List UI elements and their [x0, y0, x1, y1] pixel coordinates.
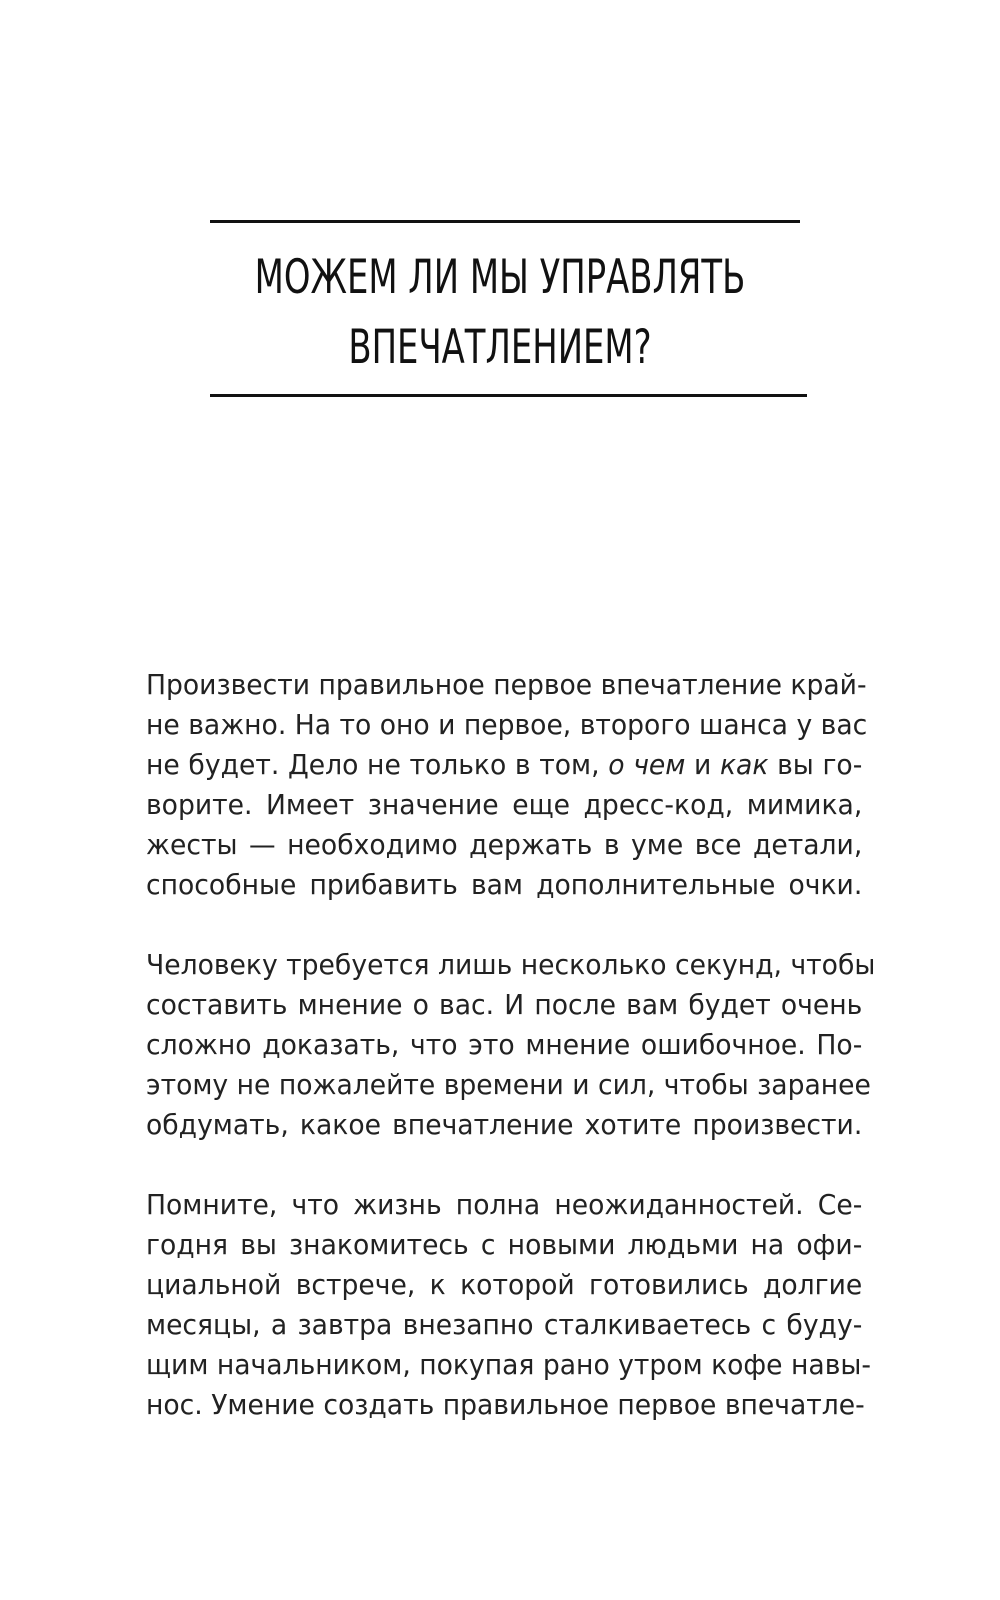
paragraph-2 [146, 945, 876, 1145]
text-line: жесты — необходимо держать в уме все детали, [146, 828, 863, 861]
text-line: составить мнение о вас. И после вам будет очень [146, 988, 863, 1021]
heading-rule-top [210, 220, 800, 223]
text-line: месяцы, а завтра внезапно сталкиваетесь с буду- [146, 1308, 863, 1341]
emphasis-text: о чем [608, 748, 686, 781]
text-line: Произвести правильное первое впечатление край- [146, 668, 867, 701]
text-line: Человеку требуется лишь несколько секунд, чтобы [146, 948, 876, 981]
emphasis-text: как [719, 748, 769, 781]
text-line: способные прибавить вам дополнительные очки. [146, 868, 863, 901]
text-line: Помните, что жизнь полна неожиданностей. Се- [146, 1188, 863, 1221]
body-text [146, 665, 876, 1425]
text-run: не будет. Дело не только в том, [146, 748, 609, 781]
chapter-heading [248, 243, 752, 383]
text-line: циальной встрече, к которой готовились долгие [146, 1268, 863, 1301]
text-line: ворите. Имеет значение еще дресс-код, мимика, [146, 788, 863, 821]
text-line: не важно. На то оно и первое, второго шанса у вас [146, 708, 868, 741]
heading-line-2: ВПЕЧАТЛЕНИЕМ? [348, 320, 652, 375]
text-line: щим начальником, покупая рано утром кофе навы- [146, 1348, 871, 1381]
text-run: и [685, 748, 720, 781]
heading-line-1: МОЖЕМ ЛИ МЫ УПРАВЛЯТЬ [254, 250, 746, 305]
paragraph-1 [146, 665, 868, 905]
text-line: обдумать, какое впечатление хотите произвести. [146, 1108, 863, 1141]
text-line: сложно доказать, что это мнение ошибочное. По- [146, 1028, 863, 1061]
text-line [146, 745, 862, 785]
paragraph-3 [146, 1185, 871, 1425]
heading-rule-bottom [210, 394, 807, 397]
text-line: нос. Умение создать правильное первое впечатле- [146, 1388, 865, 1421]
text-line: этому не пожалейте времени и сил, чтобы заранее [146, 1068, 871, 1101]
text-line: годня вы знакомитесь с новыми людьми на офи- [146, 1228, 863, 1261]
text-run: вы го- [768, 748, 863, 781]
